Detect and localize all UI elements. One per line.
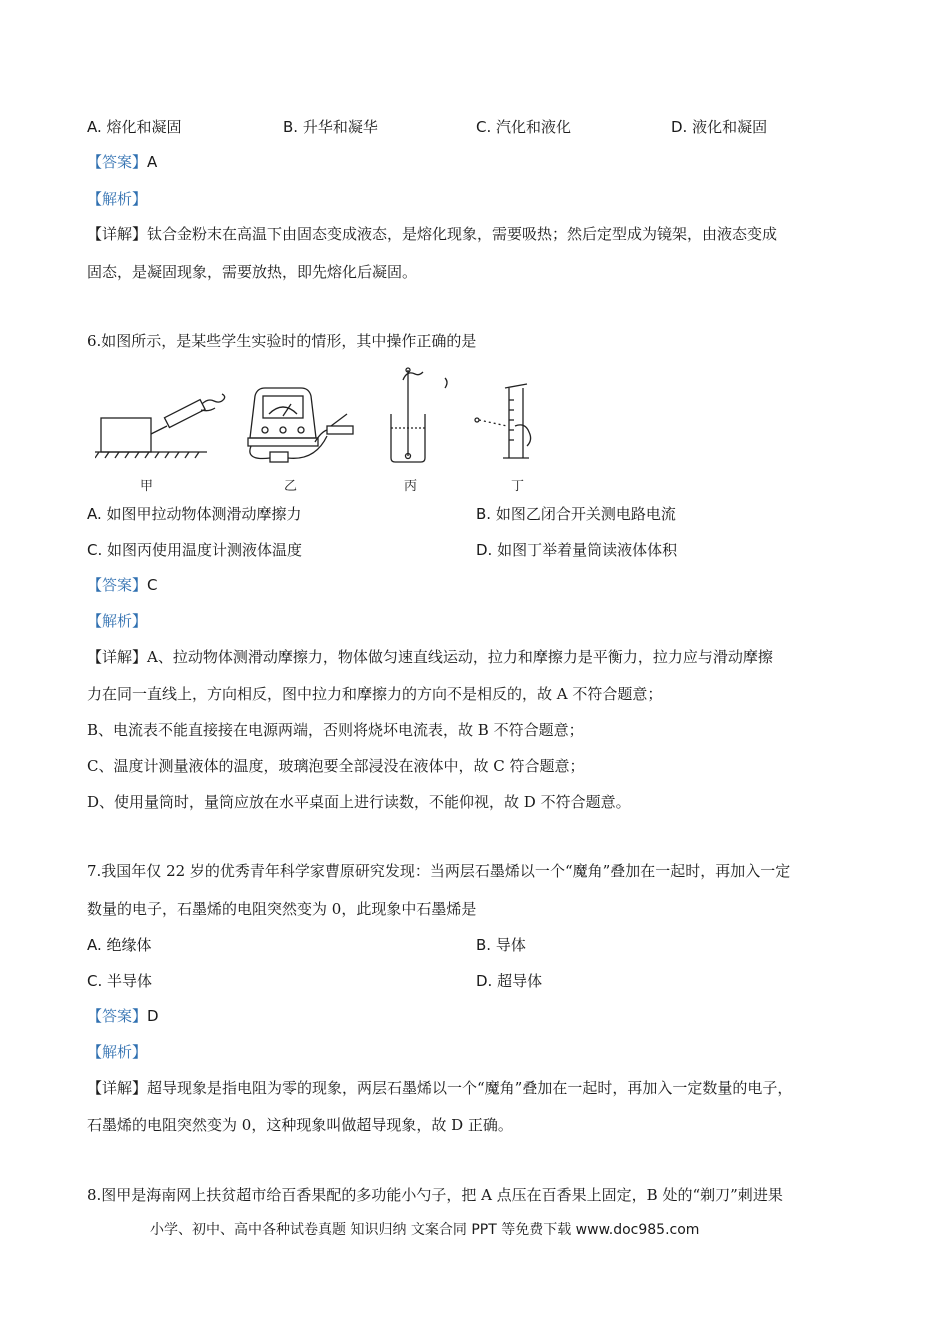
q7-detail-line-1	[87, 1078, 792, 1098]
q5-option-b: B. 升华和凝华	[283, 118, 378, 136]
answer-tag: 【答案】	[87, 576, 148, 594]
figure-bing-thermometer-beaker	[391, 368, 447, 462]
detail-text: 超导现象是指电阻为零的现象，两层石墨烯以一个“魔角”叠加在一起时，再加入一定数量的电子，	[147, 1079, 793, 1097]
q5-detail-line-1	[87, 224, 777, 244]
q7-option-a: A. 绝缘体	[87, 936, 152, 954]
q7-detail-line-2: 石墨烯的电阻突然变为 0，这种现象叫做超导现象，故 D 正确。	[87, 1116, 513, 1134]
q7-answer-line	[87, 1006, 159, 1026]
figure-label-jia: 甲	[140, 479, 154, 494]
detail-tag: 【详解】	[87, 648, 148, 666]
figure-label-bing: 丙	[404, 479, 418, 494]
answer-tag: 【答案】	[87, 153, 148, 171]
q6-answer-line	[87, 575, 158, 595]
q7-analysis-tag: 【解析】	[87, 1043, 148, 1061]
answer-value: C	[147, 576, 158, 594]
detail-text: 钛合金粉末在高温下由固态变成液态，是熔化现象，需要吸热；然后定型成为镜架，由液态变成	[147, 225, 778, 243]
q6-option-c: C. 如图丙使用温度计测液体温度	[87, 541, 303, 559]
q7-option-d: D. 超导体	[476, 972, 543, 990]
q6-detail-line-1	[87, 647, 773, 667]
detail-text: A、拉动物体测滑动摩擦力，物体做匀速直线运动，拉力和摩擦力是平衡力，拉力应与滑动摩擦	[147, 648, 773, 666]
q6-detail-line-5: D、使用量筒时，量筒应放在水平桌面上进行读数，不能仰视，故 D 不符合题意。	[87, 793, 631, 811]
figure-label-yi: 乙	[284, 479, 298, 494]
q7-option-c: C. 半导体	[87, 972, 153, 990]
q6-analysis-tag: 【解析】	[87, 612, 148, 630]
q6-option-a: A. 如图甲拉动物体测滑动摩擦力	[87, 505, 302, 523]
q7-stem-line-2: 数量的电子，石墨烯的电阻突然变为 0，此现象中石墨烯是	[87, 900, 477, 918]
q7-option-b: B. 导体	[476, 936, 526, 954]
answer-tag: 【答案】	[87, 1007, 148, 1025]
answer-value: A	[147, 153, 158, 171]
q6-experiment-figure	[95, 366, 565, 490]
q6-detail-line-4: C、温度计测量液体的温度，玻璃泡要全部浸没在液体中，故 C 符合题意；	[87, 757, 585, 775]
figure-label-ding: 丁	[511, 479, 525, 494]
figure-ding-graduated-cylinder	[475, 384, 531, 458]
q6-stem: 6.如图所示，是某些学生实验时的情形，其中操作正确的是	[87, 332, 477, 350]
page-footer: 小学、初中、高中各种试卷真题 知识归纳 文案合同 PPT 等免费下载 www.doc985.com	[150, 1222, 700, 1238]
q6-option-d: D. 如图丁举着量筒读液体体积	[476, 541, 678, 559]
figure-jia-friction-setup	[95, 394, 225, 458]
figure-yi-ammeter-circuit	[248, 388, 353, 462]
q5-option-c: C. 汽化和液化	[476, 118, 572, 136]
q6-detail-line-3: B、电流表不能直接接在电源两端，否则将烧坏电流表，故 B 不符合题意；	[87, 721, 584, 739]
q5-option-a: A. 熔化和凝固	[87, 118, 182, 136]
detail-tag: 【详解】	[87, 1079, 148, 1097]
q6-option-b: B. 如图乙闭合开关测电路电流	[476, 505, 676, 523]
detail-tag: 【详解】	[87, 225, 148, 243]
q7-stem-line-1: 7.我国年仅 22 岁的优秀青年科学家曹原研究发现：当两层石墨烯以一个“魔角”叠加在一起时，再加入一定	[87, 862, 791, 880]
q5-detail-line-2: 固态，是凝固现象，需要放热，即先熔化后凝固。	[87, 263, 418, 281]
q5-option-d: D. 液化和凝固	[671, 118, 768, 136]
q6-detail-line-2: 力在同一直线上，方向相反，图中拉力和摩擦力的方向不是相反的，故 A 不符合题意；	[87, 685, 663, 703]
q8-stem: 8.图甲是海南网上扶贫超市给百香果配的多功能小勺子，把 A 点压在百香果上固定，B 处的“剃刀”刺进果	[87, 1186, 783, 1204]
answer-value: D	[147, 1007, 159, 1025]
q5-answer-line	[87, 152, 157, 172]
q5-analysis-tag: 【解析】	[87, 190, 148, 208]
